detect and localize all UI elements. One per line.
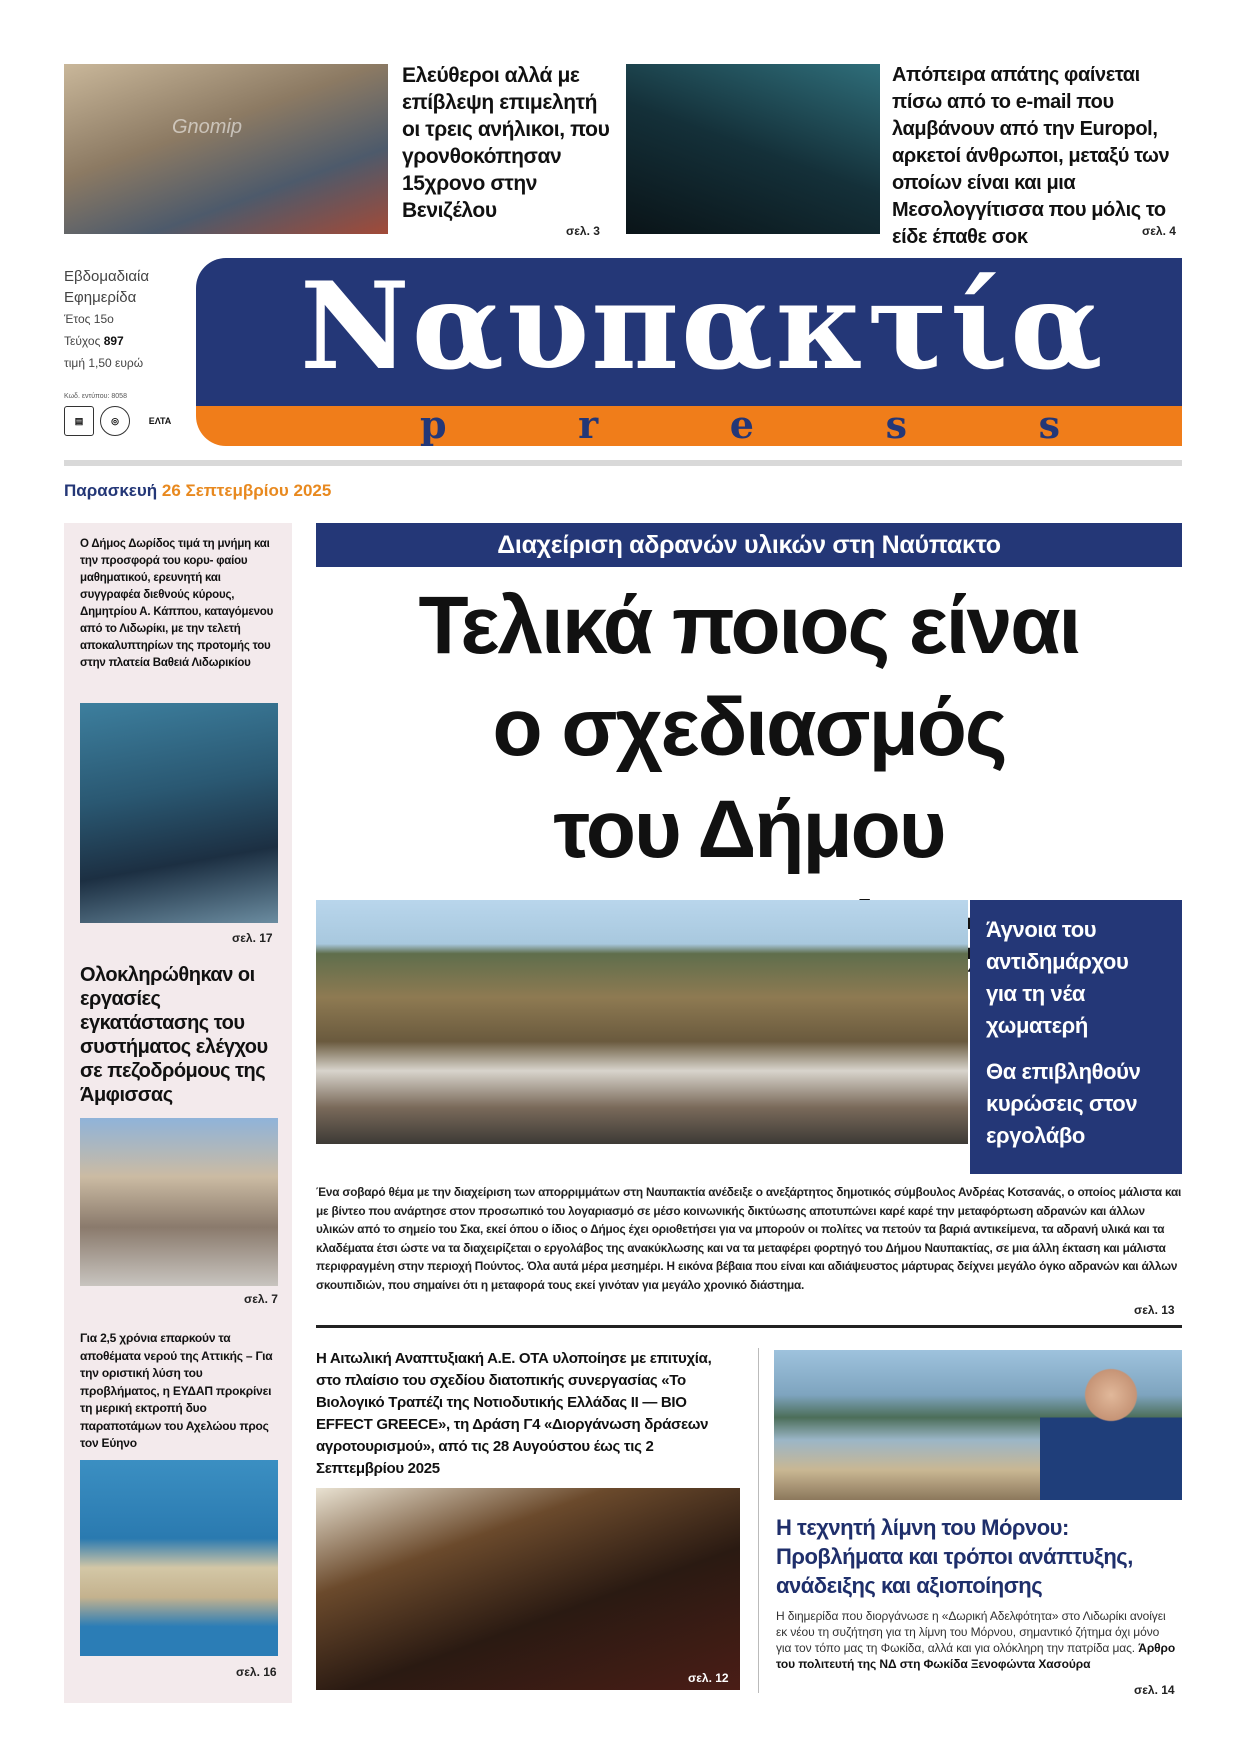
- press-badge-icon: ▤: [64, 406, 94, 436]
- food-products-photo: [316, 1488, 740, 1690]
- sidebar-story-text[interactable]: Ο Δήμος Δωρίδος τιμά τη μνήμη και την προσφορά του κορυ- φαίου μαθηματικού, ερευνητή και συγγραφέα διεθνούς κύρους, Δημητρίου Α. Κάππου, καταγόμενου από το Λιδωρίκι, με την τελετή αποκαλυπτηρίων της προτομής του στην πλατεία Βαθειά Λιδωρικίου: [80, 538, 274, 669]
- newspaper-subtitle: p r e s s: [420, 402, 1060, 447]
- main-kicker: Διαχείριση αδρανών υλικών στη Ναύπακτο: [316, 523, 1182, 567]
- page-ref: σελ. 3: [566, 224, 600, 238]
- year-line: Έτος 15ο: [64, 312, 114, 326]
- print-code: Κωδ. εντύπου: 8058: [64, 393, 127, 400]
- photo-watermark: Gnomip: [172, 116, 243, 138]
- sidebar-story-headline[interactable]: Ολοκληρώθηκαν οι εργασίες εγκατάστασης του συστήματος ελέγχου σε πεζοδρόμους της Άμφισσας: [80, 964, 268, 1106]
- issue-line: Τεύχος 897: [64, 334, 124, 348]
- pedestrian-street-photo: [80, 1118, 278, 1286]
- paper-type-line2: Εφημερίδα: [64, 289, 137, 306]
- page-ref: σελ. 4: [1142, 224, 1176, 238]
- masthead-info: [64, 266, 194, 374]
- divider: [64, 460, 1182, 466]
- price-line: τιμή 1,50 ευρώ: [64, 356, 144, 370]
- newspaper-title[interactable]: Ναυπακτία: [300, 256, 1105, 397]
- portrait-painting-photo: [80, 703, 278, 923]
- main-headline[interactable]: Τελικά ποιος είναι ο σχεδιασμός του Δήμου: [418, 580, 1080, 875]
- teaser-headline[interactable]: Απόπειρα απάτης φαίνεται πίσω από το e-mail που λαμβάνουν από την Europol, αρκετοί άνθρωποι, μεταξύ των οποίων είναι και μια Μεσολογγίτισσα που μόλις το είδε έπαθε σοκ: [892, 64, 1170, 248]
- lake-story-body: Η διημερίδα που διοργάνωσε η «Δωρική Αδελφότητα» στο Λιδωρίκι ανοίγει εκ νέου τη συζήτηση για τη λίμνη του Μόρνου, σημαντικό ζήτημα όχι μόνο για τον τόπο μας τη Φωκίδα, αλλά και για ολόκληρη την πατρίδα μας. Άρθρο του πολιτευτή της ΝΔ στη Φωκίδα Ξενοφώντα Χασούρα: [776, 1609, 1176, 1671]
- main-side-panel: Άγνοια του αντιδημάρχου για τη νέα χωματερή Θα επιβληθούν κυρώσεις στον εργολάβο: [970, 900, 1182, 1174]
- page-ref: σελ. 12: [688, 1671, 729, 1685]
- divider: [316, 1325, 1182, 1328]
- lake-story-headline[interactable]: Η τεχνητή λίμνη του Μόρνου: Προβλήματα και τρόποι ανάπτυξης, ανάδειξης και αξιοποίησης: [776, 1515, 1133, 1598]
- debris-site-photo: [316, 900, 968, 1144]
- page-ref: σελ. 14: [1134, 1683, 1175, 1697]
- issue-date: Παρασκευή 26 Σεπτεμβρίου 2025: [64, 481, 332, 500]
- teaser-headline[interactable]: Ελεύθεροι αλλά με επίβλεψη επιμελητή οι τρεις ανήλικοι, που γρονθοκόπησαν 15χρονο στην Βενιζέλου: [402, 64, 610, 222]
- elta-logo-icon: ΕΛΤΑ: [148, 416, 172, 426]
- author-portrait: [1040, 1350, 1182, 1500]
- main-body-text: Ένα σοβαρό θέμα με την διαχείριση των απορριμμάτων στη Ναυπακτία ανέδειξε ο ανεξάρτητος δημοτικός σύμβουλος Ανδρέας Κοτσανάς, ο οποίος μάλιστα και με βίντεο που ανάρτησε στον προσωπικό του λογαριασμό σε μέσο κοινωνικής δικτύωσης αποτυπώνει καρέ καρέ την μεταφόρτωση αδρανών και άλλων υλικών από το σημείο του Σκα, εκεί όπου ο ίδιος ο Δήμος έχει οριοθετήσει για να μπορούν οι πολίτες να πετούν τα βαριά αντικείμενα, τα αδρανή υλικά και τα κλαδέματα έτσι ώστε να τα διαχειρίζεται ο εργολάβος της ανακύκλωσης και να τα μεταφέρει φορτηγό του Δήμου Ναυπακτίας, σε μια άλλη έκταση και μάλιστα περιφραγμένη στην περιοχή Πούντος. Όλα αυτά μέρα μεσημέρι. Η εικόνα βέβαια που είναι και αδιάψευστος μάρτυρας δείχνει μεγάλο όγκο αδρανών και άλλων σκουπιδιών, που σημαίνει ότι η μεταφορά τους εκεί γινόταν για μεγάλο χρονικό διάστημα.: [316, 1185, 1182, 1292]
- page-ref: σελ. 7: [244, 1292, 278, 1306]
- seal-badge-icon: ◎: [100, 406, 130, 436]
- page-ref: σελ. 13: [1134, 1303, 1175, 1317]
- column-divider: [758, 1348, 759, 1693]
- teaser-photo-street: [64, 64, 388, 234]
- page-ref: σελ. 16: [236, 1665, 277, 1679]
- teaser-photo-laptop: [626, 64, 880, 234]
- page-ref: σελ. 17: [232, 931, 273, 945]
- reservoir-photo: [80, 1460, 278, 1656]
- paper-type-line1: Εβδομαδιαία: [64, 268, 149, 285]
- sidebar-story-text[interactable]: Για 2,5 χρόνια επαρκούν τα αποθέματα νερού της Αττικής – Για την οριστική λύση του προβλήματος, η ΕΥΔΑΠ προκρίνει τη μερική εκτροπή δυο παραποτάμων του Αχελώου προς τον Εύηνο: [80, 1331, 273, 1450]
- publisher-badges: [64, 404, 194, 438]
- agrotourism-story-text[interactable]: Η Αιτωλική Αναπτυξιακή Α.Ε. ΟΤΑ υλοποίησε με επιτυχία, στο πλαίσιο του σχεδίου διατοπικής συνεργασίας «Το Βιολογικό Τραπέζι της Νοτιοδυτικής Ελλάδας ΙΙ — BIO EFFECT GREECE», τη Δράση Γ4 «Διοργάνωση δράσεων αγροτουρισμού», από τις 28 Αυγούστου έως τις 2 Σεπτεμβρίου 2025: [316, 1350, 712, 1477]
